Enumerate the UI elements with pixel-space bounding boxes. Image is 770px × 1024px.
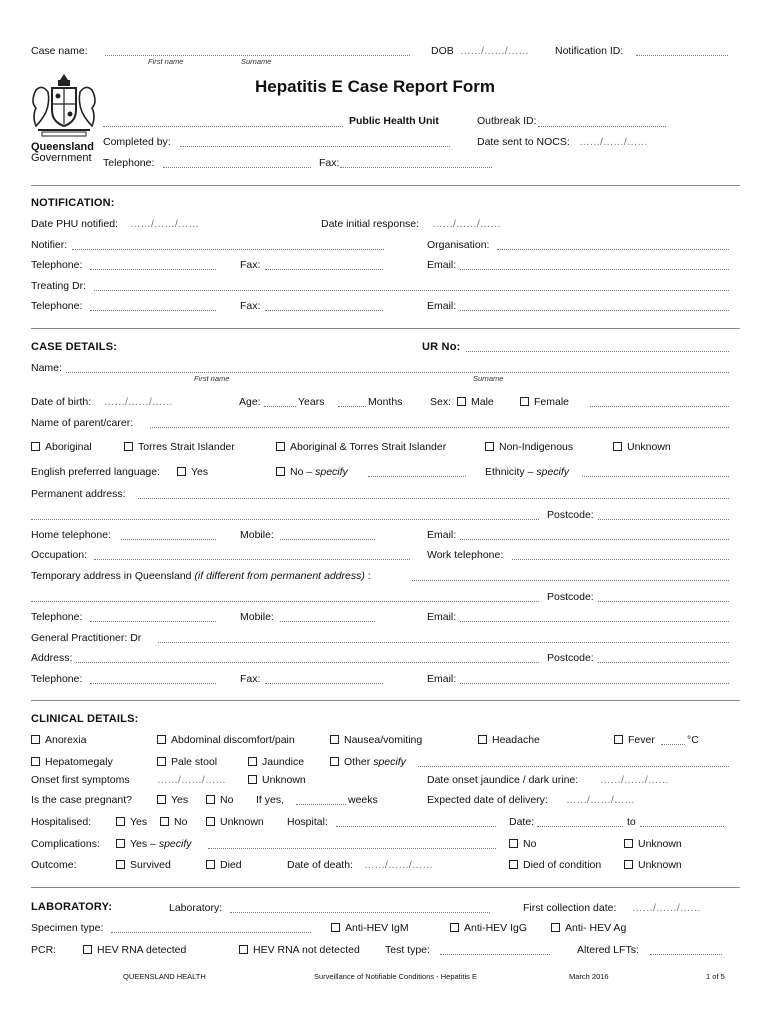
onset-symptoms-label: Onset first symptoms (31, 774, 130, 786)
outbreak-id-field[interactable] (538, 126, 666, 127)
temporary-address-field[interactable] (412, 580, 729, 581)
specimen-type-label: Specimen type: (31, 922, 104, 934)
clinical-details-heading: CLINICAL DETAILS: (31, 713, 139, 725)
first-name-caption: First name (148, 57, 184, 66)
anti-hev-ag-option[interactable]: Anti- HEV Ag (551, 922, 626, 934)
to-label: to (627, 816, 636, 828)
queensland-crest-logo (28, 70, 100, 150)
permanent-address-label: Permanent address: (31, 488, 126, 500)
checkbox-icon[interactable] (450, 923, 459, 932)
temp-postcode-label: Postcode: (547, 591, 594, 603)
phu-name-field[interactable] (103, 126, 343, 127)
checkbox-icon[interactable] (520, 397, 529, 406)
treating-dr-field[interactable] (94, 290, 729, 291)
checkbox-icon[interactable] (31, 757, 40, 766)
sex-other-field[interactable] (590, 406, 729, 407)
pregnant-yes-option[interactable]: Yes (157, 794, 188, 806)
gp-email-field[interactable] (460, 683, 729, 684)
checkbox-icon[interactable] (239, 945, 248, 954)
age-months-field[interactable] (338, 406, 366, 407)
temporary-address-label: Temporary address in Queensland (if different from permanent address) : (31, 570, 371, 582)
other-symptom-option[interactable]: Other specify (330, 756, 406, 768)
case-details-heading: CASE DETAILS: (31, 341, 118, 353)
weeks-label: weeks (348, 794, 378, 806)
gp-email-label: Email: (427, 673, 457, 685)
hospital-date-from-field[interactable] (537, 826, 623, 827)
outcome-unknown-option[interactable]: Unknown (624, 859, 682, 871)
gp-postcode-label: Postcode: (547, 652, 594, 664)
postcode-field[interactable] (598, 519, 729, 520)
gp-telephone-label: Telephone: (31, 673, 83, 685)
postcode-label: Postcode: (547, 509, 594, 521)
date-of-death-label: Date of death: (287, 859, 353, 871)
checkbox-icon[interactable] (206, 795, 215, 804)
divider (31, 328, 740, 329)
dob-label: DOB (431, 45, 454, 57)
date-of-birth-label: Date of birth: (31, 396, 92, 408)
pcr-label: PCR: (31, 944, 57, 956)
sex-male-option[interactable]: Male (457, 396, 494, 408)
treating-fax-label: Fax: (240, 300, 261, 312)
checkbox-icon[interactable] (614, 735, 623, 744)
first-collection-field[interactable]: ……/……/…… (632, 902, 701, 914)
notification-id-field[interactable] (636, 55, 728, 56)
work-telephone-field[interactable] (512, 559, 729, 560)
anorexia-option[interactable]: Anorexia (31, 734, 86, 746)
altered-lfts-label: Altered LFTs: (577, 944, 639, 956)
occupation-label: Occupation: (31, 549, 88, 561)
notifier-fax-field[interactable] (265, 269, 383, 270)
checkbox-icon[interactable] (485, 442, 494, 451)
date-phu-notified-label: Date PHU notified: (31, 218, 118, 230)
checkbox-icon[interactable] (157, 757, 166, 766)
phu-label: Public Health Unit (349, 115, 439, 127)
indigenous-unknown-option[interactable]: Unknown (613, 441, 671, 453)
organisation-label: Organisation: (427, 239, 490, 251)
checkbox-icon[interactable] (276, 442, 285, 451)
rna-not-detected-option[interactable]: HEV RNA not detected (239, 944, 360, 956)
notifier-field[interactable] (72, 249, 384, 250)
date-phu-notified-field[interactable]: ……/……/…… (130, 218, 199, 230)
home-telephone-label: Home telephone: (31, 529, 111, 541)
temporary-address-field-2[interactable] (31, 601, 539, 602)
pregnant-label: Is the case pregnant? (31, 794, 132, 806)
onset-unknown-option[interactable]: Unknown (248, 774, 306, 786)
checkbox-icon[interactable] (551, 923, 560, 932)
checkbox-icon[interactable] (31, 735, 40, 744)
checkbox-icon[interactable] (206, 860, 215, 869)
checkbox-icon[interactable] (478, 735, 487, 744)
test-type-label: Test type: (385, 944, 430, 956)
complications-no-option[interactable]: No (509, 838, 536, 850)
checkbox-icon[interactable] (124, 442, 133, 451)
weeks-field[interactable] (296, 804, 346, 805)
checkbox-icon[interactable] (624, 839, 633, 848)
notifier-email-field[interactable] (460, 269, 729, 270)
first-collection-label: First collection date: (523, 902, 617, 914)
rna-detected-option[interactable]: HEV RNA detected (83, 944, 186, 956)
checkbox-icon[interactable] (330, 735, 339, 744)
onset-jaundice-field[interactable]: ……/……/…… (600, 774, 669, 786)
telephone-label: Telephone: (103, 157, 155, 169)
expected-delivery-field[interactable]: ……/……/…… (566, 794, 635, 806)
temp-email-label: Email: (427, 611, 457, 623)
fax-field[interactable] (340, 167, 492, 168)
onset-jaundice-label: Date onset jaundice / dark urine: (427, 774, 579, 786)
gp-label: General Practitioner: Dr (31, 632, 142, 644)
work-telephone-label: Work telephone: (427, 549, 504, 561)
date-initial-response-field[interactable]: ……/……/…… (432, 218, 501, 230)
organisation-field[interactable] (497, 249, 729, 250)
checkbox-icon[interactable] (331, 923, 340, 932)
english-yes-option[interactable]: Yes (177, 466, 208, 478)
dob-field[interactable]: ……/……/…… (460, 45, 529, 57)
hospital-date-to-field[interactable] (640, 826, 724, 827)
checkbox-icon[interactable] (248, 775, 257, 784)
laboratory-field[interactable] (230, 912, 490, 913)
treating-email-field[interactable] (460, 310, 729, 311)
checkbox-icon[interactable] (31, 442, 40, 451)
age-years-field[interactable] (264, 406, 296, 407)
complications-label: Complications: (31, 838, 100, 850)
degrees-label: °C (687, 734, 699, 746)
checkbox-icon[interactable] (248, 757, 257, 766)
parent-carer-field[interactable] (150, 427, 729, 428)
if-yes-label: If yes, (256, 794, 285, 806)
temp-mobile-field[interactable] (280, 621, 375, 622)
divider (31, 700, 740, 701)
checkbox-icon[interactable] (613, 442, 622, 451)
mobile-label: Mobile: (240, 529, 274, 541)
home-telephone-field[interactable] (121, 539, 216, 540)
checkbox-icon[interactable] (157, 795, 166, 804)
notifier-telephone-field[interactable] (90, 269, 216, 270)
complications-unknown-option[interactable]: Unknown (624, 838, 682, 850)
english-language-label: English preferred language: (31, 466, 161, 478)
outcome-label: Outcome: (31, 859, 77, 871)
checkbox-icon[interactable] (206, 817, 215, 826)
checkbox-icon[interactable] (116, 839, 125, 848)
hospital-date-label: Date: (509, 816, 535, 828)
english-no-option[interactable]: No – specify (276, 466, 348, 478)
nausea-option[interactable]: Nausea/vomiting (330, 734, 422, 746)
notification-id-label: Notification ID: (555, 45, 624, 57)
case-name-label: Case name: (31, 45, 88, 57)
checkbox-icon[interactable] (157, 735, 166, 744)
date-initial-response-label: Date initial response: (321, 218, 420, 230)
hospitalised-no-option[interactable]: No (160, 816, 187, 828)
gp-telephone-field[interactable] (90, 683, 216, 684)
notifier-telephone-label: Telephone: (31, 259, 83, 271)
fax-label: Fax: (319, 157, 340, 169)
checkbox-icon[interactable] (83, 945, 92, 954)
died-of-condition-option[interactable]: Died of condition (509, 859, 601, 871)
notification-heading: NOTIFICATION: (31, 197, 115, 209)
months-label: Months (368, 396, 403, 408)
name-field[interactable] (66, 372, 729, 373)
altered-lfts-field[interactable] (650, 954, 722, 955)
hospital-field[interactable] (336, 826, 496, 827)
notifier-label: Notifier: (31, 239, 68, 251)
mobile-field[interactable] (280, 539, 375, 540)
notifier-fax-label: Fax: (240, 259, 261, 271)
gp-fax-label: Fax: (240, 673, 261, 685)
checkbox-icon[interactable] (330, 757, 339, 766)
footer-page-number: 1 of 5 (706, 972, 725, 981)
temp-email-field[interactable] (460, 621, 729, 622)
treating-email-label: Email: (427, 300, 457, 312)
divider (31, 185, 740, 186)
gp-field[interactable] (158, 642, 729, 643)
checkbox-icon[interactable] (160, 817, 169, 826)
hospitalised-yes-option[interactable]: Yes (116, 816, 147, 828)
laboratory-label: Laboratory: (169, 902, 223, 914)
footer-document-name: Surveillance of Notifiable Conditions - Hepatitis E (314, 972, 477, 981)
hepatomegaly-option[interactable]: Hepatomegaly (31, 756, 113, 768)
checkbox-icon[interactable] (509, 839, 518, 848)
occupation-field[interactable] (94, 559, 410, 560)
expected-delivery-label: Expected date of delivery: (427, 794, 548, 806)
completed-by-label: Completed by: (103, 136, 171, 148)
surname-caption: Surname (473, 374, 504, 383)
aboriginal-option[interactable]: Aboriginal (31, 441, 92, 453)
checkbox-icon[interactable] (276, 467, 285, 476)
non-indigenous-option[interactable]: Non-Indigenous (485, 441, 573, 453)
first-name-caption: First name (194, 374, 230, 383)
fever-temp-field[interactable] (661, 744, 685, 745)
treating-telephone-field[interactable] (90, 310, 216, 311)
other-symptom-field[interactable] (418, 766, 729, 767)
name-label: Name: (31, 362, 62, 374)
onset-symptoms-field[interactable]: ……/……/…… (157, 774, 226, 786)
temp-telephone-field[interactable] (90, 621, 216, 622)
case-name-field[interactable] (105, 55, 410, 56)
laboratory-heading: LABORATORY: (31, 901, 113, 913)
hospital-label: Hospital: (287, 816, 328, 828)
divider (31, 887, 740, 888)
date-of-death-field[interactable]: ……/……/…… (364, 859, 433, 871)
hospitalised-unknown-option[interactable]: Unknown (206, 816, 264, 828)
checkbox-icon[interactable] (457, 397, 466, 406)
treating-dr-label: Treating Dr: (31, 280, 87, 292)
ethnicity-label: Ethnicity – specify (485, 466, 570, 478)
gp-postcode-field[interactable] (598, 662, 729, 663)
checkbox-icon[interactable] (177, 467, 186, 476)
checkbox-icon[interactable] (116, 817, 125, 826)
complications-field[interactable] (208, 848, 496, 849)
ur-no-field[interactable] (466, 351, 729, 352)
ur-no-label: UR No: (422, 341, 461, 353)
anti-hev-igg-option[interactable]: Anti-HEV IgG (450, 922, 527, 934)
checkbox-icon[interactable] (116, 860, 125, 869)
headache-option[interactable]: Headache (478, 734, 540, 746)
case-email-label: Email: (427, 529, 457, 541)
sex-label: Sex: (430, 396, 452, 408)
temp-postcode-field[interactable] (598, 601, 729, 602)
gp-address-field[interactable] (76, 662, 539, 663)
survived-option[interactable]: Survived (116, 859, 171, 871)
test-type-field[interactable] (440, 954, 550, 955)
gp-fax-field[interactable] (265, 683, 383, 684)
permanent-address-field-2[interactable] (31, 519, 539, 520)
logo-text-government: Government (31, 152, 92, 164)
form-title: Hepatitis E Case Report Form (255, 77, 495, 96)
hospitalised-label: Hospitalised: (31, 816, 92, 828)
years-label: Years (298, 396, 325, 408)
specimen-type-field[interactable] (111, 932, 311, 933)
permanent-address-field[interactable] (138, 498, 729, 499)
torres-strait-option[interactable]: Torres Strait Islander (124, 441, 235, 453)
treating-fax-field[interactable] (265, 310, 383, 311)
gp-address-label: Address: (31, 652, 73, 664)
fever-option[interactable]: Fever (614, 734, 655, 746)
checkbox-icon[interactable] (624, 860, 633, 869)
date-of-birth-field[interactable]: ……/……/…… (104, 396, 173, 408)
ethnicity-field[interactable] (582, 476, 729, 477)
complications-yes-option[interactable]: Yes – specify (116, 838, 192, 850)
temp-mobile-label: Mobile: (240, 611, 274, 623)
temp-telephone-label: Telephone: (31, 611, 83, 623)
pregnant-no-option[interactable]: No (206, 794, 233, 806)
telephone-field[interactable] (163, 167, 311, 168)
sex-female-option[interactable]: Female (520, 396, 569, 408)
jaundice-option[interactable]: Jaundice (248, 756, 304, 768)
abdominal-option[interactable]: Abdominal discomfort/pain (157, 734, 295, 746)
treating-telephone-label: Telephone: (31, 300, 83, 312)
language-specify-field[interactable] (368, 476, 466, 477)
parent-carer-label: Name of parent/carer: (31, 417, 134, 429)
date-sent-nocs-field[interactable]: ……/……/…… (579, 136, 648, 148)
died-option[interactable]: Died (206, 859, 242, 871)
pale-stool-option[interactable]: Pale stool (157, 756, 217, 768)
checkbox-icon[interactable] (509, 860, 518, 869)
date-sent-nocs-label: Date sent to NOCS: (477, 136, 570, 148)
footer-org: QUEENSLAND HEALTH (123, 972, 206, 981)
footer-date: March 2016 (569, 972, 609, 981)
anti-hev-igm-option[interactable]: Anti-HEV IgM (331, 922, 409, 934)
completed-by-field[interactable] (180, 146, 450, 147)
aboriginal-torres-option[interactable]: Aboriginal & Torres Strait Islander (276, 441, 446, 453)
logo-text-queensland: Queensland (31, 141, 94, 153)
surname-caption: Surname (241, 57, 272, 66)
outbreak-id-label: Outbreak ID: (477, 115, 537, 127)
age-label: Age: (239, 396, 261, 408)
case-email-field[interactable] (460, 539, 729, 540)
notifier-email-label: Email: (427, 259, 457, 271)
